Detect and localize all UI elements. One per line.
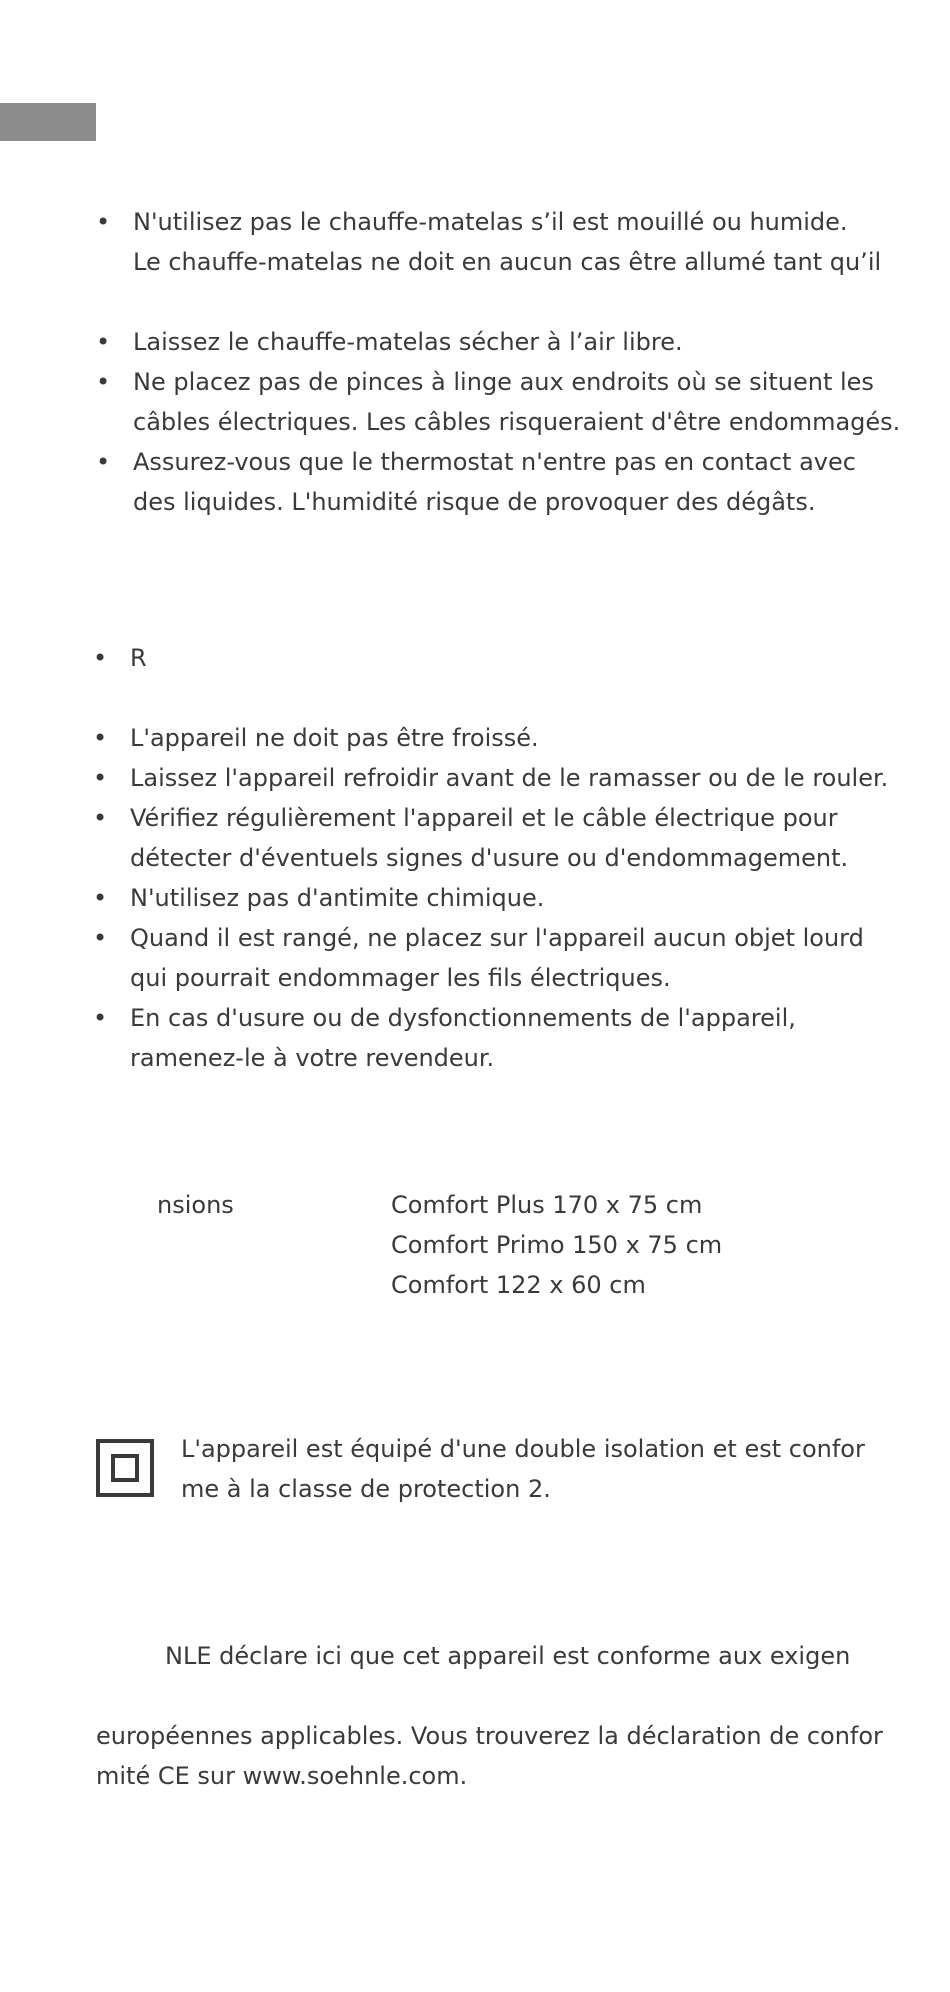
declaration-line: mité CE sur www.soehnle.com.	[96, 1762, 468, 1790]
dimension-value: Comfort 122 x 60 cm	[391, 1271, 646, 1299]
care-instructions-list	[133, 202, 900, 522]
protection-class-line: L'appareil est équipé d'une double isolation et est confor	[181, 1435, 865, 1463]
list-item-line: des liquides. L'humidité risque de provoquer des dégâts.	[133, 488, 816, 516]
list-item-line: • Ne placez pas de pinces à linge aux endroits où se situent les	[133, 368, 874, 396]
dimension-value: Comfort Plus 170 x 75 cm	[391, 1191, 703, 1219]
list-item	[130, 878, 888, 918]
list-item	[130, 798, 888, 878]
list-item	[130, 638, 888, 678]
protection-class-line: me à la classe de protection 2.	[181, 1475, 551, 1503]
declaration-first-line: NLE déclare ici que cet appareil est conforme aux exigen	[165, 1642, 851, 1670]
double-square-class-2-icon	[96, 1439, 154, 1497]
list-item-line: • R	[130, 644, 147, 672]
dimensions-values	[391, 1185, 722, 1305]
list-item-line: • N'utilisez pas d'antimite chimique.	[130, 884, 545, 912]
list-item-line: détecter d'éventuels signes d'usure ou d'endommagement.	[130, 844, 849, 872]
list-item-line: Le chauffe-matelas ne doit en aucun cas être allumé tant qu’il	[133, 248, 882, 276]
list-item	[130, 998, 888, 1078]
declaration-line: européennes applicables. Vous trouverez la déclaration de confor	[96, 1722, 883, 1750]
dimension-value: Comfort Primo 150 x 75 cm	[391, 1231, 723, 1259]
list-item-line: câbles électriques. Les câbles risqueraient d'être endommagés.	[133, 408, 901, 436]
list-item-line: ramenez-le à votre revendeur.	[130, 1044, 495, 1072]
list-item-line: • Quand il est rangé, ne placez sur l'appareil aucun objet lourd	[130, 924, 864, 952]
list-spacer	[133, 282, 900, 322]
list-item-line: • Assurez-vous que le thermostat n'entre pas en contact avec	[133, 448, 856, 476]
list-item	[133, 322, 900, 362]
list-item-line: • En cas d'usure ou de dysfonctionnements de l'appareil,	[130, 1004, 796, 1032]
list-spacer	[130, 678, 888, 718]
list-item-line: • L'appareil ne doit pas être froissé.	[130, 724, 539, 752]
list-item	[133, 442, 900, 522]
list-item-line: • Vérifiez régulièrement l'appareil et le câble électrique pour	[130, 804, 838, 832]
list-item-line: • N'utilisez pas le chauffe-matelas s’il est mouillé ou humide.	[133, 208, 848, 236]
handling-instructions-list	[130, 638, 888, 1078]
list-item-line: qui pourrait endommager les fils électriques.	[130, 964, 671, 992]
list-item-line: • Laissez le chauffe-matelas sécher à l’air libre.	[133, 328, 683, 356]
protection-class-text	[181, 1429, 865, 1509]
list-item	[133, 202, 900, 282]
dimensions-label: nsions	[157, 1191, 234, 1219]
list-item	[130, 718, 888, 758]
list-item-line: • Laissez l'appareil refroidir avant de le ramasser ou de le rouler.	[130, 764, 889, 792]
section-tab-marker	[0, 103, 96, 141]
list-item	[130, 918, 888, 998]
list-item	[133, 362, 900, 442]
declaration-text	[96, 1716, 883, 1796]
list-item	[130, 758, 888, 798]
